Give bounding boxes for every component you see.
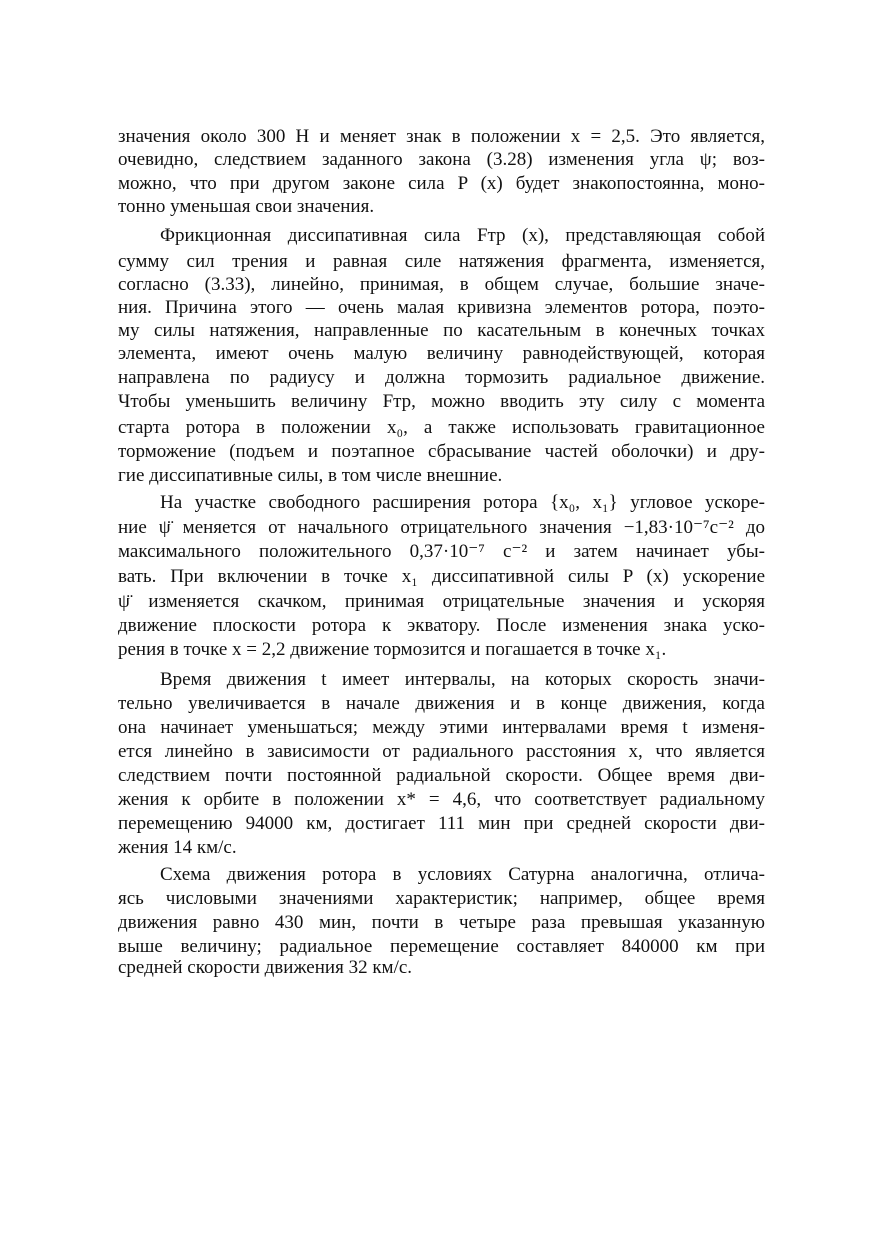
text-line: торможение (подъем и поэтапное сбрасывание частей оболочки) и дру-	[118, 441, 765, 462]
text-line: Фрикционная диссипативная сила Fтр (x), представляющая собой	[160, 225, 765, 246]
text-line: гие диссипативные силы, в том числе внешние.	[118, 465, 503, 486]
text-line: выше величину; радиальное перемещение составляет 840000 км при	[118, 936, 765, 957]
text-line: следствием почти постоянной радиальной скорости. Общее время дви-	[118, 765, 765, 786]
text-line: движения равно 430 мин, почти в четыре раза превышая указанную	[118, 912, 765, 933]
text-line: ется линейно в зависимости от радиального расстояния x, что является	[118, 741, 765, 762]
text-line: старта ротора в положении x₀, а также использовать гравитационное	[118, 417, 765, 438]
text-line: Чтобы уменьшить величину Fтр, можно вводить эту силу с момента	[118, 391, 765, 412]
text-line: ясь числовыми значениями характеристик; например, общее время	[118, 888, 765, 909]
text-line: максимального положительного 0,37·10⁻⁷ с⁻² и затем начинает убы-	[118, 541, 765, 562]
text-line: ψ̈ изменяется скачком, принимая отрицательные значения и ускоряя	[118, 591, 765, 612]
text-line: элемента, имеют очень малую величину равнодействующей, которая	[118, 343, 765, 364]
text-line: Схема движения ротора в условиях Сатурна аналогична, отлича-	[160, 864, 765, 885]
text-line: ние ψ̈ меняется от начального отрицательного значения −1,83·10⁻⁷с⁻² до	[118, 517, 765, 538]
text-line: очевидно, следствием заданного закона (3.28) изменения угла ψ; воз-	[118, 149, 765, 170]
text-line: направлена по радиусу и должна тормозить радиальное движение.	[118, 367, 765, 388]
text-line: тельно увеличивается в начале движения и в конце движения, когда	[118, 693, 765, 714]
text-line: сумму сил трения и равная силе натяжения фрагмента, изменяется,	[118, 251, 765, 272]
text-line: ния. Причина этого — очень малая кривизна элементов ротора, поэто-	[118, 297, 765, 318]
text-line: перемещению 94000 км, достигает 111 мин при средней скорости дви-	[118, 813, 765, 834]
text-line: она начинает уменьшаться; между этими интервалами время t изменя-	[118, 717, 765, 738]
text-line: рения в точке x = 2,2 движение тормозится и погашается в точке x₁.	[118, 639, 667, 660]
text-line: можно, что при другом законе сила P (x) будет знакопостоянна, моно-	[118, 173, 765, 194]
text-line: значения около 300 Н и меняет знак в положении x = 2,5. Это является,	[118, 126, 765, 147]
text-line: Время движения t имеет интервалы, на которых скорость значи-	[160, 669, 765, 690]
text-line: тонно уменьшая свои значения.	[118, 196, 375, 217]
text-line: жения 14 км/с.	[118, 837, 237, 858]
text-line: движение плоскости ротора к экватору. После изменения знака уско-	[118, 615, 765, 636]
text-line: вать. При включении в точке x₁ диссипативной силы P (x) ускорение	[118, 566, 765, 587]
text-line: жения к орбите в положении x* = 4,6, что соответствует радиальному	[118, 789, 765, 810]
text-line: му силы натяжения, направленные по касательным в конечных точках	[118, 320, 765, 341]
text-line: На участке свободного расширения ротора {x₀, x₁} угловое ускоре-	[160, 492, 765, 513]
text-line: согласно (3.33), линейно, принимая, в общем случае, большие значе-	[118, 274, 765, 295]
text-line: средней скорости движения 32 км/с.	[118, 957, 413, 978]
